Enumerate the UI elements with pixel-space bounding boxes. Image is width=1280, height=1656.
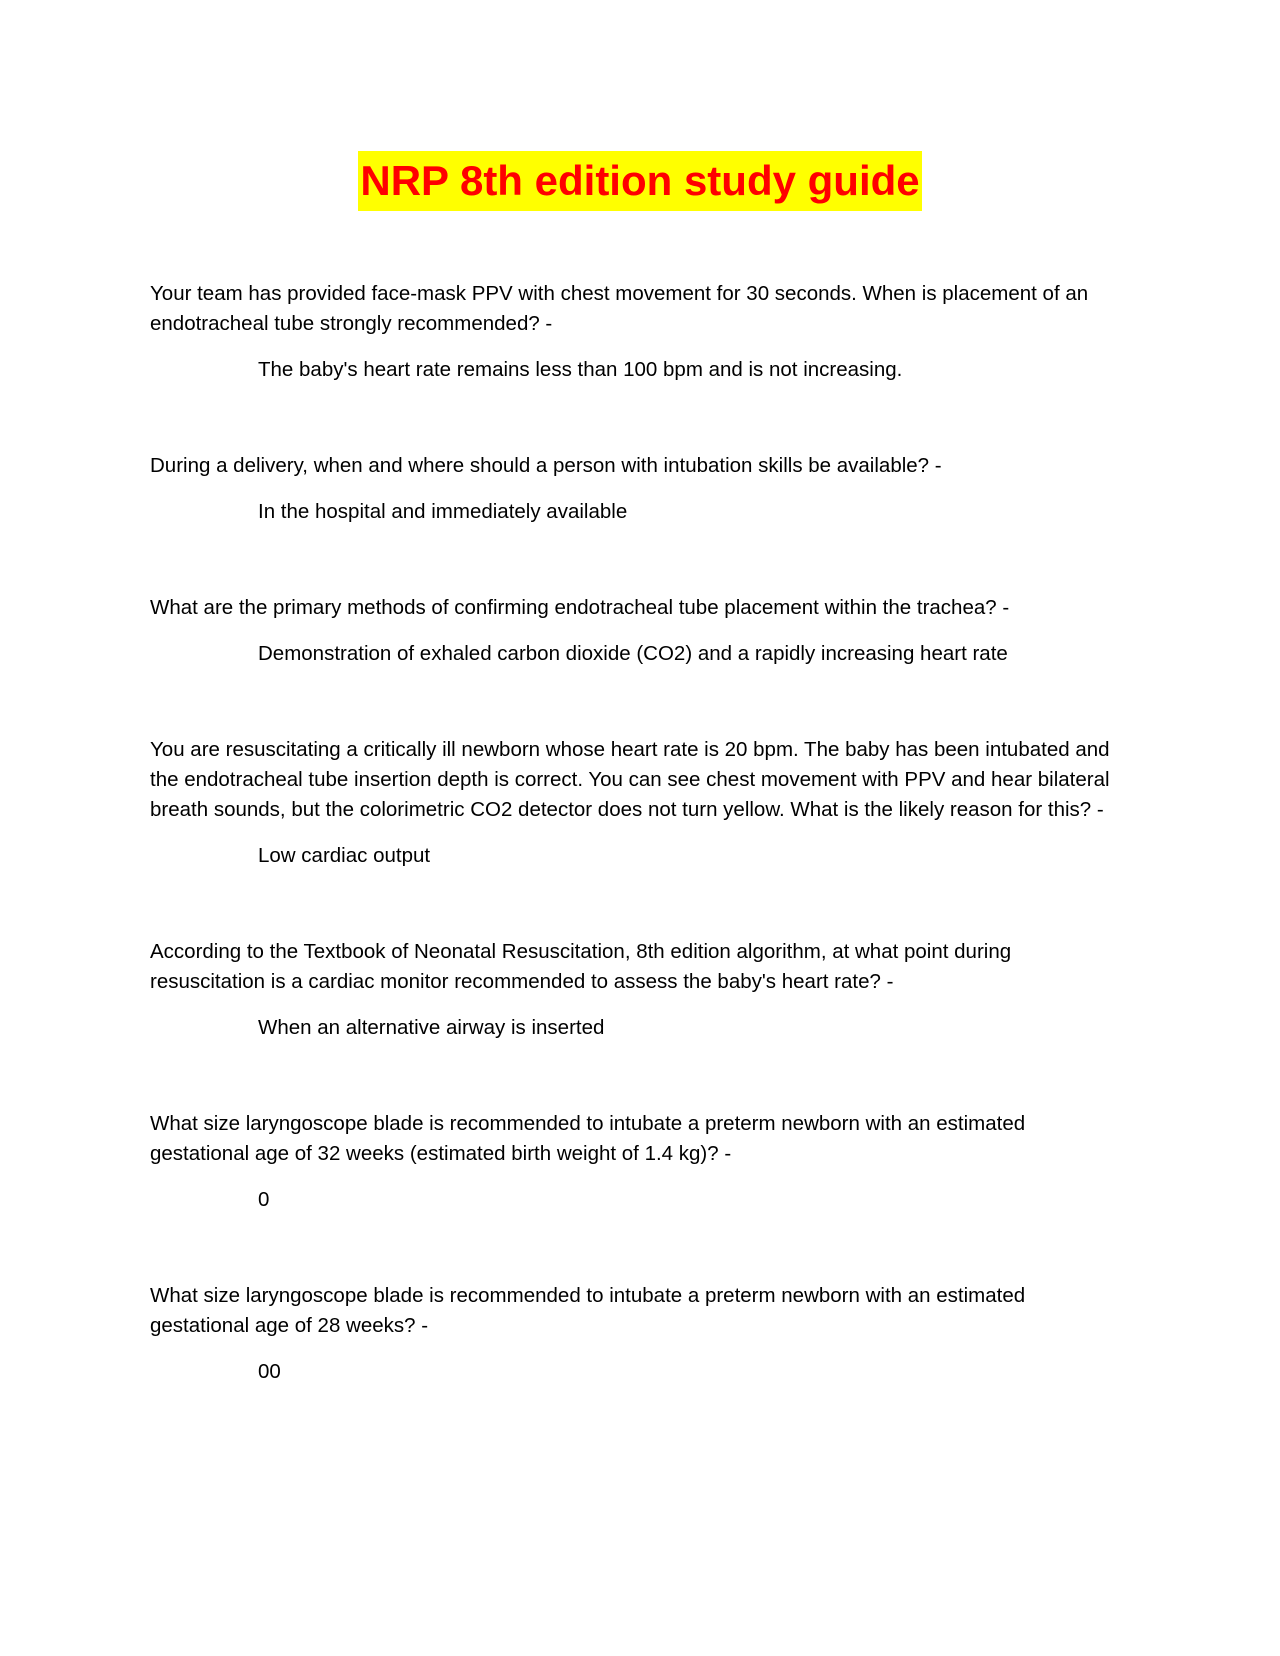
answer-text: In the hospital and immediately available: [258, 500, 628, 523]
answer-text: 00: [258, 1360, 281, 1383]
answer-text: Demonstration of exhaled carbon dioxide (CO2) and a rapidly increasing heart rate: [258, 642, 1008, 665]
qa-list: [150, 279, 1120, 1453]
qa-item: [150, 451, 1120, 527]
qa-item: [150, 279, 1120, 385]
question-text: Your team has provided face-mask PPV with chest movement for 30 seconds. When is placement of an endotracheal tube strongly recommended? -: [150, 282, 1089, 335]
qa-item: [150, 1281, 1120, 1387]
qa-item: [150, 1109, 1120, 1215]
page-title: NRP 8th edition study guide: [358, 151, 921, 211]
answer-text: 0: [258, 1188, 270, 1211]
qa-item: [150, 735, 1120, 871]
qa-item: [150, 593, 1120, 669]
question-text: During a delivery, when and where should a person with intubation skills be available? -: [150, 454, 942, 477]
title-container: [0, 151, 1280, 211]
question-text: What size laryngoscope blade is recommended to intubate a preterm newborn with an estimated gestational age of 28 weeks? -: [150, 1284, 1026, 1337]
question-text: What are the primary methods of confirming endotracheal tube placement within the trachea? -: [150, 596, 1010, 619]
qa-item: [150, 937, 1120, 1043]
question-text: You are resuscitating a critically ill newborn whose heart rate is 20 bpm. The baby has been intubated and the endotracheal tube insertion depth is correct. You can see chest movement with PPV and hear bilateral breath sounds, but the colorimetric CO2 detector does not turn yellow. What is the likely reason for this? -: [150, 738, 1110, 821]
answer-text: Low cardiac output: [258, 844, 431, 867]
question-text: What size laryngoscope blade is recommended to intubate a preterm newborn with an estimated gestational age of 32 weeks (estimated birth weight of 1.4 kg)? -: [150, 1112, 1026, 1165]
answer-text: The baby's heart rate remains less than 100 bpm and is not increasing.: [258, 358, 903, 381]
answer-text: When an alternative airway is inserted: [258, 1016, 605, 1039]
question-text: According to the Textbook of Neonatal Resuscitation, 8th edition algorithm, at what point during resuscitation is a cardiac monitor recommended to assess the baby's heart rate? -: [150, 940, 1012, 993]
